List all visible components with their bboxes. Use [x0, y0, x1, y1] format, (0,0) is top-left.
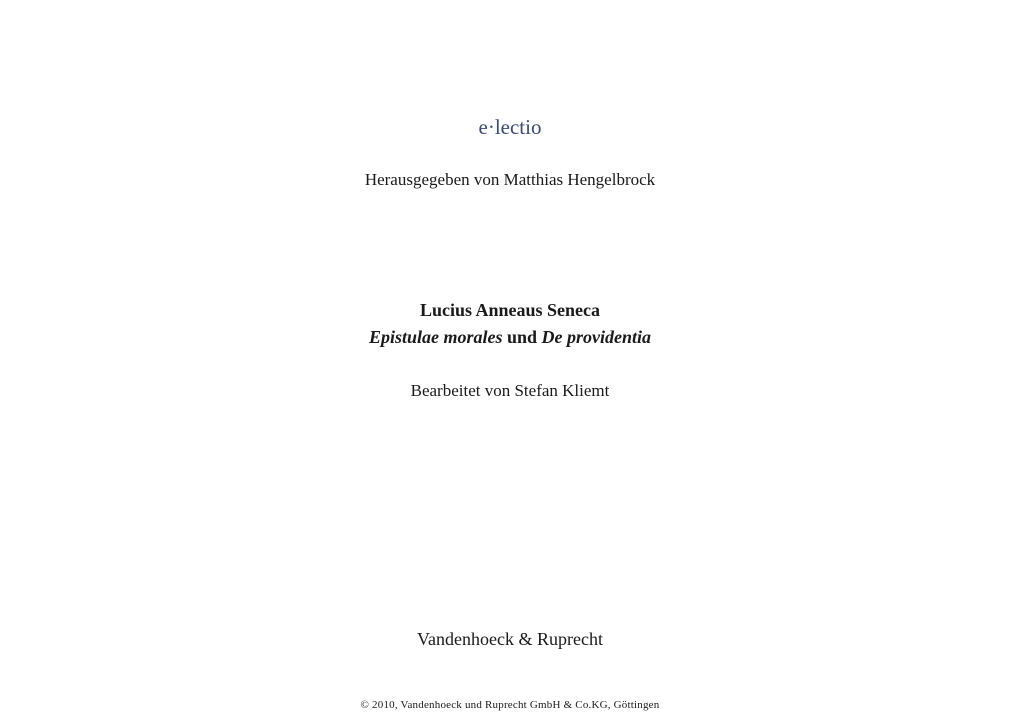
publisher: Vandenhoeck & Ruprecht — [417, 629, 603, 649]
work-title-1: Epistulae morales — [368, 327, 503, 347]
adapter-line: Bearbeitet von Stefan Kliemt — [410, 381, 610, 400]
editor-line: Herausgegeben von Matthias Hengelbrock — [364, 170, 656, 189]
work-title-2: De providentia — [541, 327, 652, 347]
series-title: e·lectio — [478, 115, 542, 139]
works-conjunction: und — [502, 327, 542, 347]
copyright-notice: © 2010, Vandenhoeck und Ruprecht GmbH & Co.KG, Göttingen — [360, 699, 660, 711]
author-name: Lucius Anneaus Seneca — [419, 300, 601, 320]
works-title — [0, 327, 1020, 348]
